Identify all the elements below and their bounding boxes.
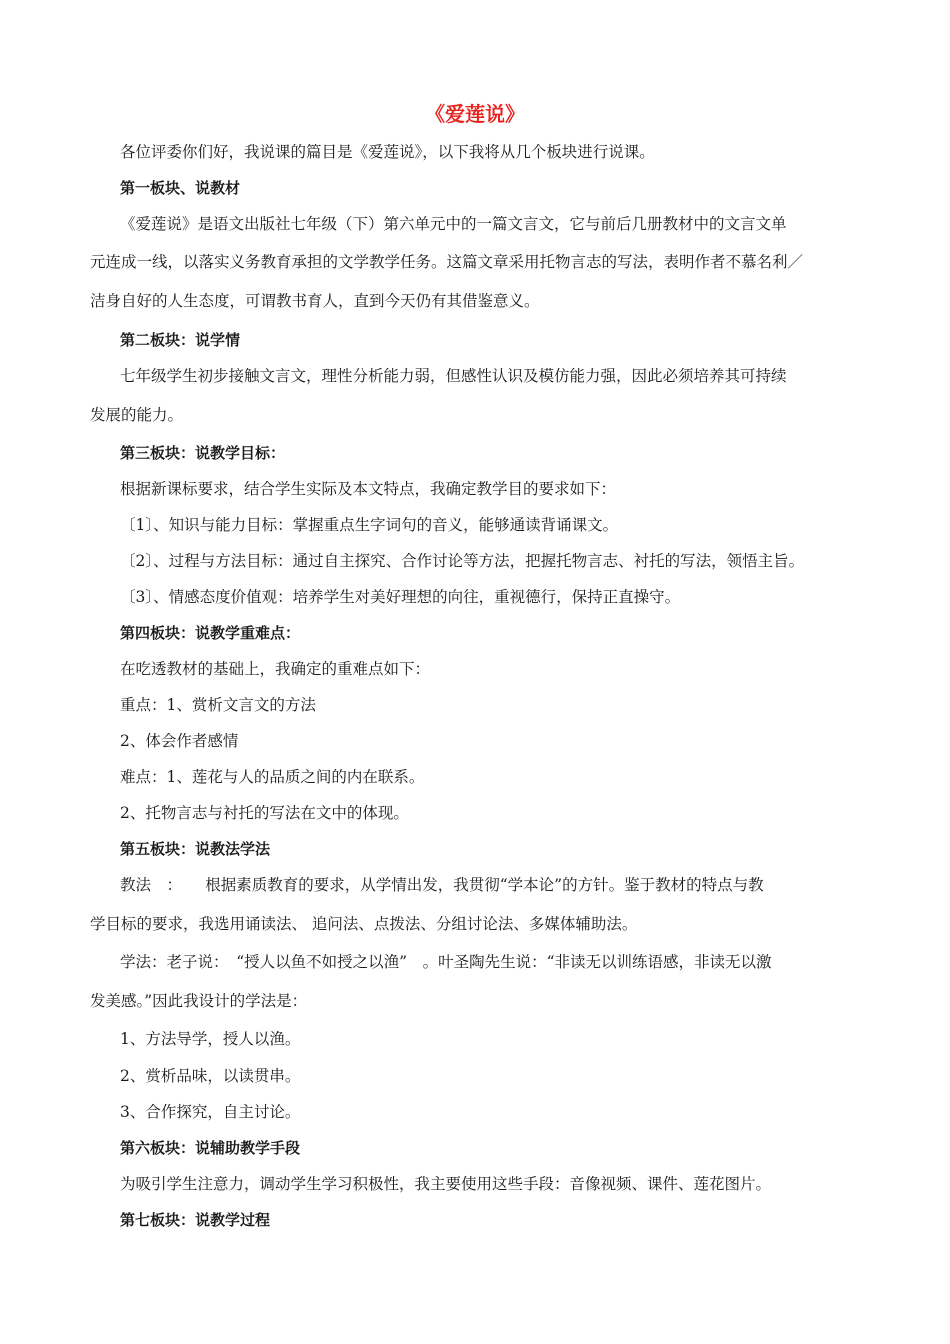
paragraph-line: 《爱莲说》是语文出版社七年级（下）第六单元中的一篇文言文，它与前后几册教材中的文言文单	[120, 215, 787, 233]
paragraph-line: 根据新课标要求，结合学生实际及本文特点，我确定教学目的要求如下：	[120, 480, 617, 498]
section-heading-1: 第一板块、说教材	[120, 179, 241, 197]
list-item: 2、体会作者感情	[120, 732, 239, 750]
section-heading-6: 第六板块：说辅助教学手段	[120, 1139, 301, 1157]
paragraph-line: 为吸引学生注意力，调动学生学习积极性，我主要使用这些手段：音像视频、课件、莲花图片。	[120, 1175, 772, 1193]
paragraph-line: 学目标的要求，我选用诵读法、 追问法、点拨法、分组讨论法、多媒体辅助法。	[90, 915, 638, 933]
intro-paragraph: 各位评委你们好，我说课的篇目是《爱莲说》，以下我将从几个板块进行说课。	[120, 143, 655, 161]
list-item: 难点：1、莲花与人的品质之间的内在联系。	[120, 768, 425, 786]
section-heading-7: 第七板块：说教学过程	[120, 1211, 271, 1229]
list-item: 2、托物言志与衬托的写法在文中的体现。	[120, 804, 409, 822]
section-heading-3: 第三板块：说教学目标：	[120, 444, 286, 462]
section-heading-5: 第五板块：说教法学法	[120, 840, 271, 858]
document-title: 《爱莲说》	[425, 102, 525, 126]
paragraph-line: 七年级学生初步接触文言文，理性分析能力弱，但感性认识及模仿能力强，因此必须培养其可持续	[120, 367, 787, 385]
list-item: 重点：1、赏析文言文的方法	[120, 696, 316, 714]
paragraph-line: 在吃透教材的基础上，我确定的重难点如下：	[120, 660, 431, 678]
paragraph-line: 学法：老子说： “授人以鱼不如授之以渔” 。叶圣陶先生说：“非读无以训练语感，非读无以激	[120, 953, 772, 971]
list-item: 〔3〕、情感态度价值观：培养学生对美好理想的向往，重视德行，保持正直操守。	[120, 588, 681, 606]
section-heading-2: 第二板块：说学情	[120, 331, 241, 349]
list-item: 〔1〕、知识与能力目标：掌握重点生字词句的音义，能够通读背诵课文。	[120, 516, 619, 534]
paragraph-line: 洁身自好的人生态度，可谓教书育人，直到今天仍有其借鉴意义。	[90, 292, 540, 310]
list-item: 2、赏析品味，以读贯串。	[120, 1067, 301, 1085]
paragraph-line: 元连成一线，以落实义务教育承担的文学教学任务。这篇文章采用托物言志的写法，表明作者不慕名利／	[90, 253, 804, 271]
section-heading-4: 第四板块：说教学重难点：	[120, 624, 301, 642]
paragraph-line: 教法 ： 根据素质教育的要求，从学情出发，我贯彻“学本论”的方针。鉴于教材的特点与教	[120, 876, 764, 894]
paragraph-line: 发展的能力。	[90, 406, 184, 424]
list-item: 3、合作探究，自主讨论。	[120, 1103, 301, 1121]
paragraph-line: 发美感。”因此我设计的学法是：	[90, 992, 308, 1010]
list-item: 1、方法导学，授人以渔。	[120, 1030, 301, 1048]
list-item: 〔2〕、过程与方法目标：通过自主探究、合作讨论等方法，把握托物言志、衬托的写法，领悟主旨。	[120, 552, 805, 570]
